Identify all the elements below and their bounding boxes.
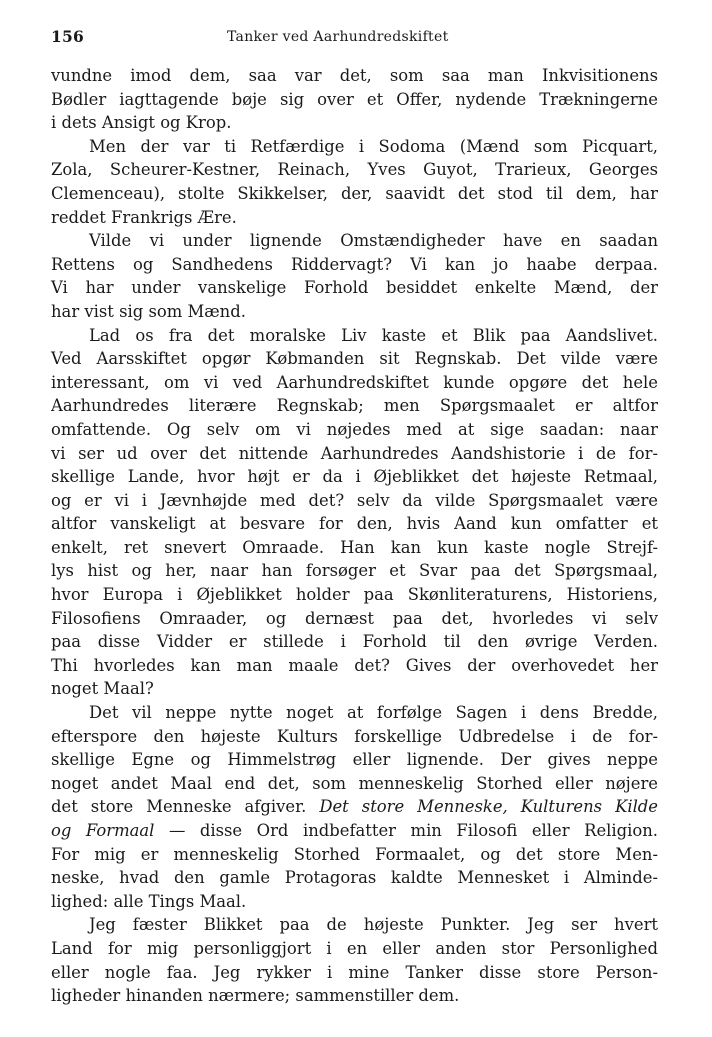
- text-line: Vi har under vanskelige Forhold besiddet enkelte Mænd, der: [51, 278, 658, 298]
- text-line: i dets Ansigt og Krop.: [51, 113, 232, 133]
- text-line: Zola, Scheurer-Kestner, Reinach, Yves Guyot, Trarieux, Georges: [51, 160, 658, 180]
- text-line: Land for mig personliggjort i en eller anden stor Personlighed: [51, 938, 658, 958]
- text-line: [51, 795, 658, 819]
- text-line: Men der var ti Retfærdige i Sodoma (Mænd som Picquart,: [89, 136, 658, 156]
- body-text: [51, 64, 658, 1008]
- text-line: For mig er menneskelig Storhed Formaalet, og det store Men-: [51, 844, 658, 864]
- running-title: Tanker ved Aarhundredskiftet: [227, 29, 449, 45]
- text-line: eller nogle faa. Jeg rykker i mine Tanker disse store Person-: [51, 962, 658, 982]
- text-line: Lad os fra det moralske Liv kaste et Blik paa Aandslivet.: [89, 325, 658, 345]
- text-line: altfor vanskeligt at besvare for den, hvis Aand kun omfatter et: [51, 514, 658, 534]
- text-line: Bødler iagttagende bøje sig over et Offer, nydende Trækningerne: [51, 89, 658, 109]
- text-line: Vilde vi under lignende Omstændigheder have en saadan: [89, 231, 658, 251]
- text-line: Filosofiens Omraader, og dernæst paa det, hvorledes vi selv: [51, 608, 658, 628]
- running-head: [51, 27, 658, 49]
- text-line: ligheder hinanden nærmere; sammenstiller dem.: [51, 986, 460, 1006]
- text-line: og er vi i Jævnhøjde med det? selv da vilde Spørgsmaalet være: [51, 490, 658, 510]
- text-line: vi ser ud over det nittende Aarhundredes Aandshistorie i de for-: [51, 443, 658, 463]
- text-line: lighed: alle Tings Maal.: [51, 891, 247, 911]
- text-line: interessant, om vi ved Aarhundredskiftet kunde opgøre det hele: [51, 372, 658, 392]
- text-line: lys hist og her, naar han forsøger et Svar paa det Spørgsmaal,: [51, 561, 658, 581]
- text-line: omfattende. Og selv om vi nøjedes med at sige saadan: naar: [51, 419, 658, 439]
- text-segment: — disse Ord indbefatter min Filosofi eller Religion.: [168, 821, 659, 840]
- italic-phrase: Det store Menneske, Kulturens Kilde: [319, 797, 658, 817]
- italic-phrase: og Formaal: [51, 821, 155, 840]
- page-number: 156: [51, 27, 84, 46]
- text-line: skellige Lande, hvor højt er da i Øjeblikket det højeste Retmaal,: [51, 467, 658, 487]
- text-line: paa disse Vidder er stillede i Forhold til den øvrige Verden.: [51, 632, 658, 652]
- text-line: Ved Aarsskiftet opgør Købmanden sit Regnskab. Det vilde være: [51, 349, 658, 369]
- text-line: vundne imod dem, saa var det, som saa man Inkvisitionens: [51, 66, 658, 85]
- text-line: Thi hvorledes kan man maale det? Gives der overhovedet her: [51, 655, 658, 675]
- text-line: enkelt, ret snevert Omraade. Han kan kun kaste nogle Strejf-: [51, 537, 658, 557]
- text-line: Aarhundredes literære Regnskab; men Spørgsmaalet er altfor: [51, 396, 658, 416]
- text-line: Rettens og Sandhedens Riddervagt? Vi kan jo haabe derpaa.: [51, 254, 658, 274]
- text-line: har vist sig som Mænd.: [51, 301, 246, 321]
- text-line: noget Maal?: [51, 679, 154, 699]
- text-line: efterspore den højeste Kulturs forskellige Udbredelse i de for-: [51, 726, 658, 746]
- text-line: hvor Europa i Øjeblikket holder paa Skønliteraturens, Historiens,: [51, 585, 658, 605]
- text-line: [51, 819, 658, 843]
- text-line: noget andet Maal end det, som menneskelig Storhed eller nøjere: [51, 773, 658, 793]
- text-segment: det store Menneske afgiver.: [51, 797, 307, 817]
- text-line: reddet Frankrigs Ære.: [51, 207, 237, 227]
- text-line: Det vil neppe nytte noget at forfølge Sagen i dens Bredde,: [89, 703, 658, 723]
- text-line: Jeg fæster Blikket paa de højeste Punkter. Jeg ser hvert: [89, 915, 658, 935]
- text-line: skellige Egne og Himmelstrøg eller lignende. Der gives neppe: [51, 750, 658, 770]
- text-line: neske, hvad den gamle Protagoras kaldte Mennesket i Alminde-: [51, 868, 658, 888]
- text-line: Clemenceau), stolte Skikkelser, der, saavidt det stod til dem, har: [51, 183, 658, 203]
